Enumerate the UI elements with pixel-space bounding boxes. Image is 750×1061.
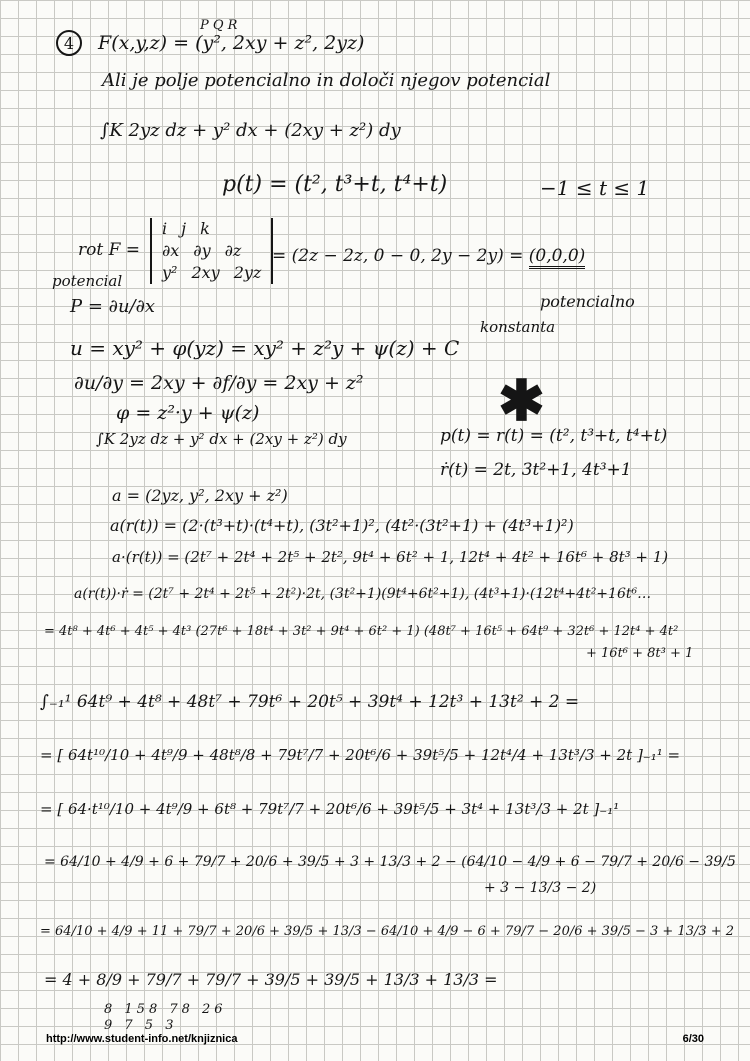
evaluation-3: = 4 + 8/9 + 79/7 + 79/7 + 39/5 + 39/5 + 13/3 + 13/3 = <box>44 970 498 989</box>
pqr-labels: P Q R <box>200 18 238 33</box>
antiderivative-1: = [ 64t¹⁰/10 + 4t⁹/9 + 48t⁸/8 + 79t⁷/7 + 20t⁶/6 + 39t⁵/5 + 12t⁴/4 + 13t³/3 + 2t ]₋₁¹ = <box>40 746 681 764</box>
parametrization: p(t) = (t², t³+t, t⁴+t) <box>222 172 448 197</box>
rot-result: = (2z − 2z, 0 − 0, 2y − 2y) = (0,0,0) <box>272 246 585 266</box>
evaluation-1b: + 3 − 13/3 − 2) <box>484 880 597 896</box>
rot-label: rot F = <box>78 240 141 260</box>
evaluation-1: = 64/10 + 4/9 + 6 + 79/7 + 20/6 + 39/5 + 3 + 13/3 + 2 − (64/10 − 4/9 + 6 − 79/7 + 20/6 − 39/5 <box>44 854 736 870</box>
question-text: Ali je polje potencialno in določi njegov potencial <box>102 70 551 91</box>
p-equals-r: p(t) = r(t) = (t², t³+t, t⁴+t) <box>440 426 668 446</box>
a-dot-r: a·(r(t)) = (2t⁷ + 2t⁴ + 2t⁵ + 2t², 9t⁴ + 6t² + 1, 12t⁴ + 4t² + 16t⁶ + 8t³ + 1) <box>112 548 669 566</box>
vector-field: F(x,y,z) = (y², 2xy + z², 2yz) <box>98 31 365 54</box>
polynomial-integral: ∫₋₁¹ 64t⁹ + 4t⁸ + 48t⁷ + 79t⁶ + 20t⁵ + 39t⁴ + 12t³ + 13t² + 2 = <box>40 692 580 712</box>
problem-header <box>56 30 364 56</box>
r-dot: ṙ(t) = 2t, 3t²+1, 4t³+1 <box>440 460 632 480</box>
a-of-r: a(r(t)) = (2·(t³+t)·(t⁴+t), (3t²+1)², (4t²·(3t²+1) + (4t³+1)²) <box>110 516 574 535</box>
param-range: −1 ≤ t ≤ 1 <box>540 176 650 200</box>
matrix-row-3: y² 2xy 2yz <box>162 263 262 282</box>
zero-vector: (0,0,0) <box>529 246 586 269</box>
a-r-rdot: a(r(t))·ṙ = (2t⁷ + 2t⁴ + 2t⁵ + 2t²)·2t, (3t²+1)(9t⁴+6t²+1), (4t³+1)·(12t⁴+4t²+16t⁶… <box>74 586 652 602</box>
footer-url[interactable]: http://www.student-info.net/knjiznica <box>46 1033 238 1045</box>
evaluation-4: 8 158 78 26 <box>104 1002 227 1017</box>
matrix-row-1: i j k <box>162 219 210 238</box>
konstanta-note: konstanta <box>480 318 556 336</box>
line-integral: ∫K 2yz dz + y² dx + (2xy + z²) dy <box>100 120 401 141</box>
du-dy: ∂u/∂y = 2xy + ∂f/∂y = 2xy + z² <box>74 372 364 394</box>
evaluation-4b: 9 7 5 3 <box>104 1018 178 1033</box>
a-vector: a = (2yz, y², 2xy + z²) <box>112 486 288 505</box>
expansion-2: + 16t⁶ + 8t³ + 1 <box>586 646 694 661</box>
expansion: = 4t⁸ + 4t⁶ + 4t⁵ + 4t³ (27t⁶ + 18t⁴ + 3t² + 9t⁴ + 6t² + 1) (48t⁷ + 16t⁵ + 64t⁹ + 32t⁶ + 12t⁴ + 4t² <box>44 624 679 639</box>
page-footer <box>46 1033 704 1045</box>
matrix-row-2: ∂x ∂y ∂z <box>162 241 242 260</box>
asterisk-mark: ✱ <box>498 368 545 434</box>
p-definition: P = ∂u/∂x <box>70 296 156 317</box>
rot-matrix <box>150 218 273 284</box>
phi-expression: φ = z²·y + ψ(z) <box>116 402 260 424</box>
u-expression: u = xy² + φ(yz) = xy² + z²y + ψ(z) + C <box>70 336 460 360</box>
problem-number: 4 <box>56 30 82 56</box>
line-integral-2: ∫K 2yz dz + y² dx + (2xy + z²) dy <box>96 430 347 448</box>
potencial-label: potencial <box>52 272 123 290</box>
antiderivative-2: = [ 64·t¹⁰/10 + 4t⁹/9 + 6t⁸ + 79t⁷/7 + 20t⁶/6 + 39t⁵/5 + 3t⁴ + 13t³/3 + 2t ]₋₁¹ <box>40 800 620 818</box>
page-number: 6/30 <box>682 1033 704 1045</box>
potencialno-note: potencialno <box>540 292 635 311</box>
evaluation-2: = 64/10 + 4/9 + 11 + 79/7 + 20/6 + 39/5 + 13/3 − 64/10 + 4/9 − 6 + 79/7 − 20/6 + 39/5 − 3 + 13/3 + 2 <box>40 924 735 939</box>
